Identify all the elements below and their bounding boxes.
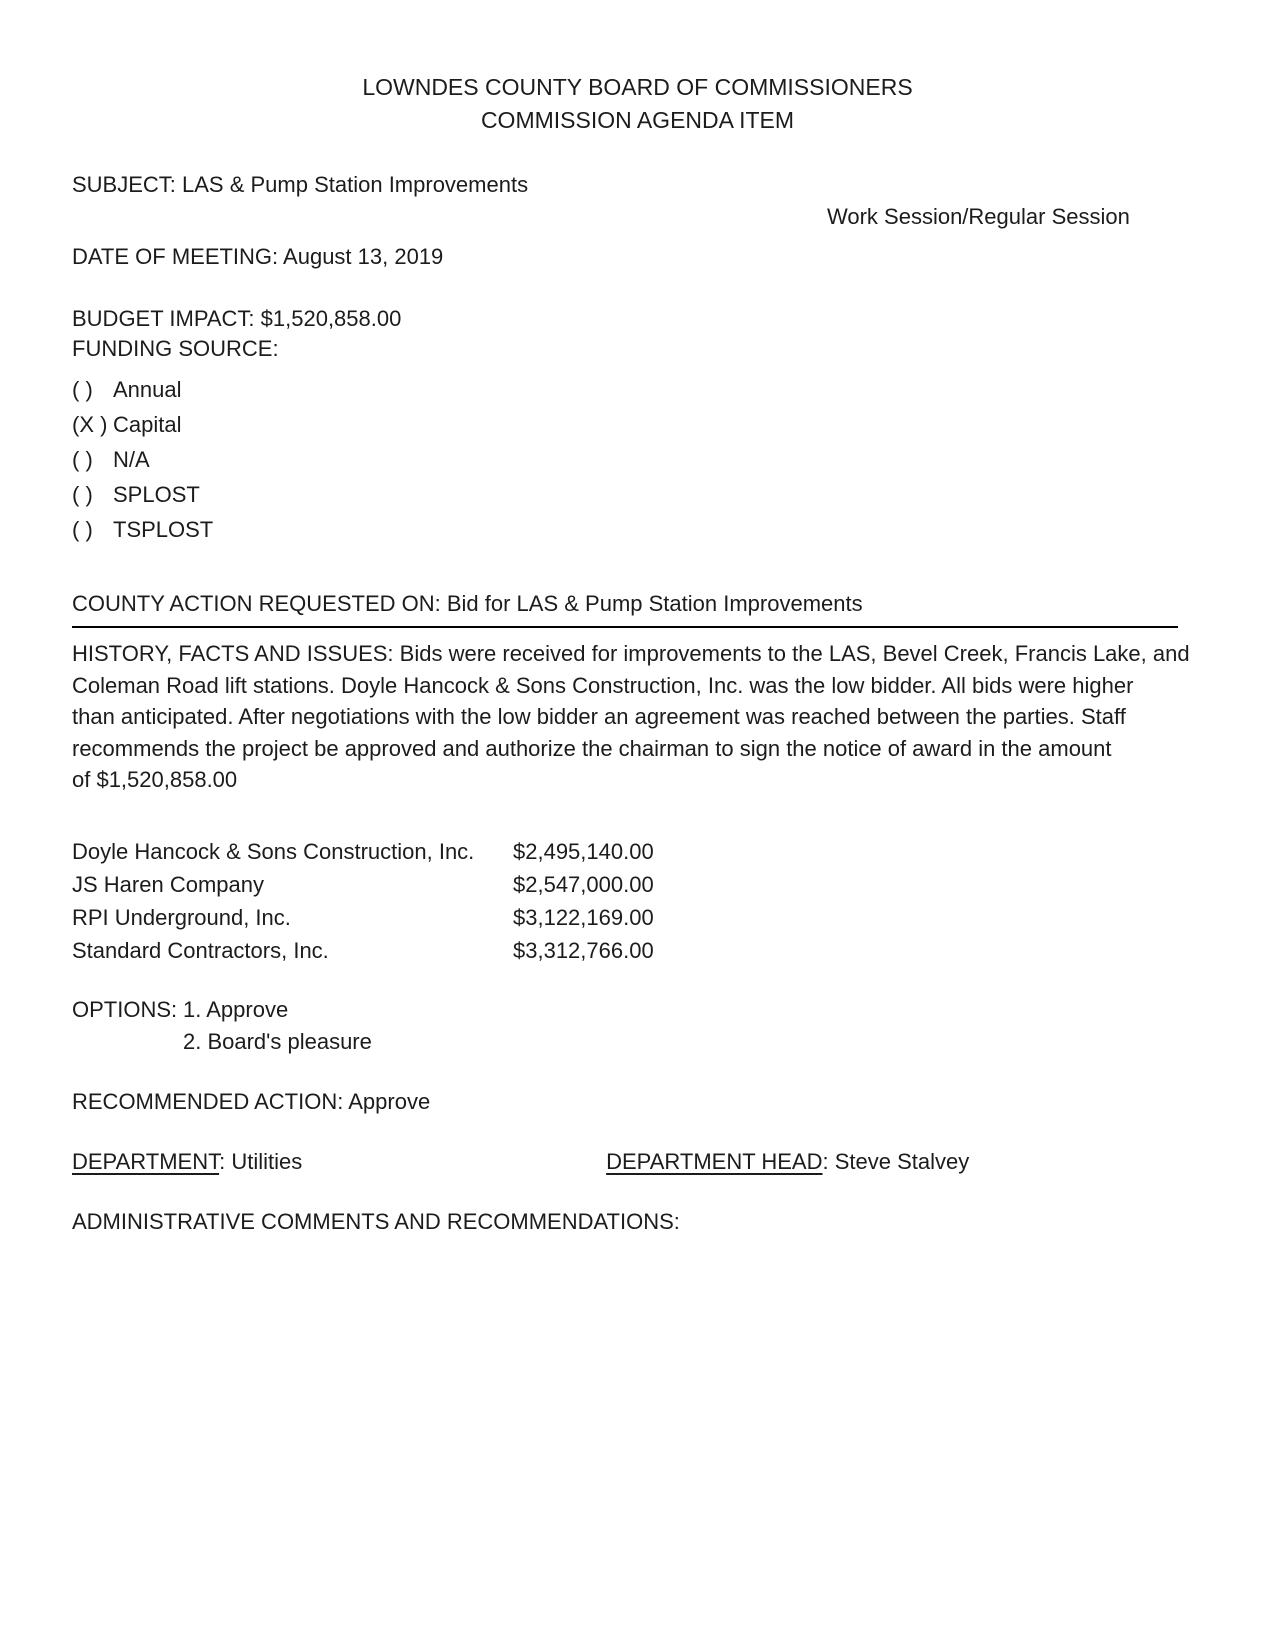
recommended-action-line: RECOMMENDED ACTION: Approve bbox=[72, 1089, 431, 1114]
paragraph-line: HISTORY, FACTS AND ISSUES: Bids were received for improvements to the LAS, Bevel Creek, Francis Lake, and bbox=[72, 641, 1190, 666]
budget-impact-line: BUDGET IMPACT: $1,520,858.00 bbox=[72, 306, 402, 331]
department-head-cell bbox=[606, 1149, 969, 1174]
bidder-name: JS Haren Company bbox=[72, 872, 264, 897]
funding-option-label: Capital bbox=[113, 412, 182, 437]
bidder-name: Doyle Hancock & Sons Construction, Inc. bbox=[72, 839, 475, 864]
funding-option-tsplost bbox=[72, 512, 213, 547]
org-title: LOWNDES COUNTY BOARD OF COMMISSIONERS bbox=[362, 74, 913, 100]
funding-option-label: SPLOST bbox=[113, 482, 200, 507]
meeting-date-line: DATE OF MEETING: August 13, 2019 bbox=[72, 244, 444, 269]
checkbox-na: ( ) bbox=[72, 447, 93, 472]
department-head-value: : Steve Stalvey bbox=[822, 1149, 970, 1174]
funding-option-na bbox=[72, 442, 213, 477]
checkbox-capital-checked: (X ) bbox=[72, 412, 108, 437]
bidder-name: Standard Contractors, Inc. bbox=[72, 938, 329, 963]
document-type-title: COMMISSION AGENDA ITEM bbox=[480, 107, 795, 133]
department-label: DEPARTMENT bbox=[72, 1149, 220, 1174]
horizontal-rule bbox=[72, 626, 1178, 628]
administrative-comments-line: ADMINISTRATIVE COMMENTS AND RECOMMENDATIONS: bbox=[72, 1209, 680, 1234]
funding-option-label: N/A bbox=[113, 447, 150, 472]
bid-table bbox=[72, 835, 654, 967]
paragraph-line: of $1,520,858.00 bbox=[72, 767, 238, 792]
department-row bbox=[72, 1149, 969, 1175]
paragraph-line: Coleman Road lift stations. Doyle Hancock & Sons Construction, Inc. was the low bidder. All bids were higher bbox=[72, 672, 1134, 698]
funding-option-capital bbox=[72, 407, 213, 442]
funding-option-label: TSPLOST bbox=[113, 517, 214, 542]
county-action-requested-line: COUNTY ACTION REQUESTED ON: Bid for LAS & Pump Station Improvements bbox=[72, 591, 863, 616]
paragraph-line: than anticipated. After negotiations with the low bidder an agreement was reached between the parties. Staff bbox=[72, 704, 1126, 729]
bidder-name: RPI Underground, Inc. bbox=[72, 905, 291, 930]
department-cell bbox=[72, 1149, 600, 1175]
option-item-approve: 1. Approve bbox=[183, 997, 289, 1022]
funding-option-splost bbox=[72, 477, 213, 512]
options-block bbox=[72, 994, 372, 1058]
subject-line: SUBJECT: LAS & Pump Station Improvements bbox=[72, 172, 529, 197]
funding-option-label: Annual bbox=[113, 377, 182, 402]
checkbox-annual: ( ) bbox=[72, 377, 93, 402]
funding-source-label: FUNDING SOURCE: bbox=[72, 336, 279, 361]
funding-source-list bbox=[72, 372, 213, 547]
checkbox-tsplost: ( ) bbox=[72, 517, 93, 542]
checkbox-splost: ( ) bbox=[72, 482, 93, 507]
bid-amount: $3,312,766.00 bbox=[513, 938, 654, 963]
funding-option-annual bbox=[72, 372, 213, 407]
paragraph-line: recommends the project be approved and authorize the chairman to sign the notice of award in the amount bbox=[72, 735, 1112, 761]
options-list bbox=[183, 994, 372, 1058]
history-facts-issues-paragraph bbox=[72, 638, 1190, 796]
department-head-label: DEPARTMENT HEAD bbox=[606, 1149, 823, 1174]
bid-amount: $2,547,000.00 bbox=[513, 872, 654, 897]
options-label: OPTIONS: bbox=[72, 997, 178, 1022]
bid-amount: $3,122,169.00 bbox=[513, 905, 654, 930]
department-value: : Utilities bbox=[219, 1149, 303, 1174]
document-header bbox=[0, 71, 1275, 137]
bid-amount: $2,495,140.00 bbox=[513, 839, 654, 864]
option-item-boards-pleasure: 2. Board's pleasure bbox=[183, 1029, 372, 1054]
session-type-line: Work Session/Regular Session bbox=[827, 204, 1130, 229]
